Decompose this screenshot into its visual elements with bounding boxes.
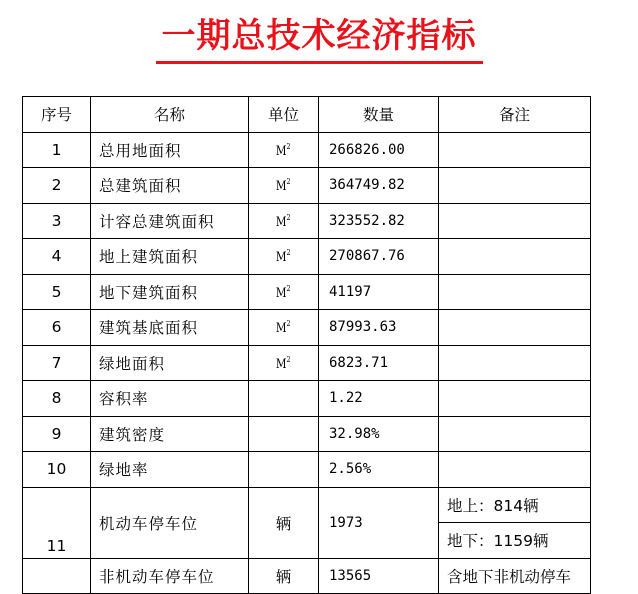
- area-unit: $M^2$: [276, 319, 291, 337]
- table-row-nonmotor-parking: [23, 558, 591, 594]
- row-name-motor-parking: 机动车停车位: [91, 487, 249, 558]
- row-note: [439, 168, 591, 204]
- row-note: [439, 132, 591, 168]
- row-unit: [249, 274, 319, 310]
- row-quantity-nonmotor-parking: 13565: [319, 558, 439, 594]
- header-name: 名称: [91, 97, 249, 133]
- row-unit: [249, 239, 319, 275]
- table-row-parking-above: [23, 487, 591, 523]
- row-index: 7: [23, 345, 91, 381]
- row-index: 10: [23, 452, 91, 488]
- row-unit-nonmotor-parking: 辆: [249, 558, 319, 594]
- row-unit: [249, 416, 319, 452]
- header-index: 序号: [23, 97, 91, 133]
- table-row: [23, 452, 591, 488]
- row-note: [439, 203, 591, 239]
- area-unit: $M^2$: [276, 283, 291, 301]
- row-name: 地下建筑面积: [91, 274, 249, 310]
- row-name: 绿地面积: [91, 345, 249, 381]
- row-quantity: 1.22: [319, 381, 439, 417]
- row-quantity: 6823.71: [319, 345, 439, 381]
- row-name: 总建筑面积: [91, 168, 249, 204]
- row-note: [439, 310, 591, 346]
- row-index-11: 11: [23, 487, 91, 558]
- table-header-row: [23, 97, 591, 133]
- area-unit: $M^2$: [276, 141, 291, 159]
- table-row: [23, 381, 591, 417]
- row-unit: [249, 168, 319, 204]
- row-quantity: 2.56%: [319, 452, 439, 488]
- row-quantity: 270867.76: [319, 239, 439, 275]
- row-unit: [249, 310, 319, 346]
- row-note-above-ground: 地上：814辆: [439, 487, 591, 523]
- header-note: 备注: [439, 97, 591, 133]
- row-name-nonmotor-parking: 非机动车停车位: [91, 558, 249, 594]
- indicators-table: [22, 96, 591, 594]
- area-unit: $M^2$: [276, 354, 291, 372]
- area-unit: $M^2$: [276, 177, 291, 195]
- row-index: 9: [23, 416, 91, 452]
- area-unit: $M^2$: [276, 212, 291, 230]
- table-row: [23, 310, 591, 346]
- table-row: [23, 239, 591, 275]
- table-row: [23, 168, 591, 204]
- row-unit: [249, 381, 319, 417]
- row-index: 1: [23, 132, 91, 168]
- row-note-below-ground: 地下：1159辆: [439, 523, 591, 559]
- table-row: [23, 132, 591, 168]
- row-quantity: 266826.00: [319, 132, 439, 168]
- table-row: [23, 345, 591, 381]
- row-index: 4: [23, 239, 91, 275]
- page-title: 一期总技术经济指标: [156, 14, 483, 64]
- row-unit: [249, 452, 319, 488]
- row-note: [439, 274, 591, 310]
- row-quantity: 41197: [319, 274, 439, 310]
- header-unit: 单位: [249, 97, 319, 133]
- row-note: [439, 452, 591, 488]
- row-index: 8: [23, 381, 91, 417]
- row-name: 地上建筑面积: [91, 239, 249, 275]
- row-unit: [249, 345, 319, 381]
- row-index: 6: [23, 310, 91, 346]
- table-row: [23, 203, 591, 239]
- table-row: [23, 416, 591, 452]
- title-wrap: [0, 14, 638, 64]
- row-index: 5: [23, 274, 91, 310]
- row-quantity: 323552.82: [319, 203, 439, 239]
- row-quantity-motor-parking: 1973: [319, 487, 439, 558]
- row-index-empty: [23, 558, 91, 594]
- row-unit-motor-parking: 辆: [249, 487, 319, 558]
- row-quantity: 32.98%: [319, 416, 439, 452]
- row-name: 绿地率: [91, 452, 249, 488]
- area-unit: $M^2$: [276, 248, 291, 266]
- row-note: [439, 345, 591, 381]
- row-note-nonmotor-parking: 含地下非机动停车: [439, 558, 591, 594]
- row-index: 3: [23, 203, 91, 239]
- row-unit: [249, 132, 319, 168]
- row-name: 容积率: [91, 381, 249, 417]
- row-quantity: 364749.82: [319, 168, 439, 204]
- table-row: [23, 274, 591, 310]
- row-quantity: 87993.63: [319, 310, 439, 346]
- header-quantity: 数量: [319, 97, 439, 133]
- row-note: [439, 416, 591, 452]
- row-unit: [249, 203, 319, 239]
- row-name: 总用地面积: [91, 132, 249, 168]
- row-name: 建筑基底面积: [91, 310, 249, 346]
- row-note: [439, 239, 591, 275]
- row-name: 计容总建筑面积: [91, 203, 249, 239]
- row-name: 建筑密度: [91, 416, 249, 452]
- row-note: [439, 381, 591, 417]
- row-index: 2: [23, 168, 91, 204]
